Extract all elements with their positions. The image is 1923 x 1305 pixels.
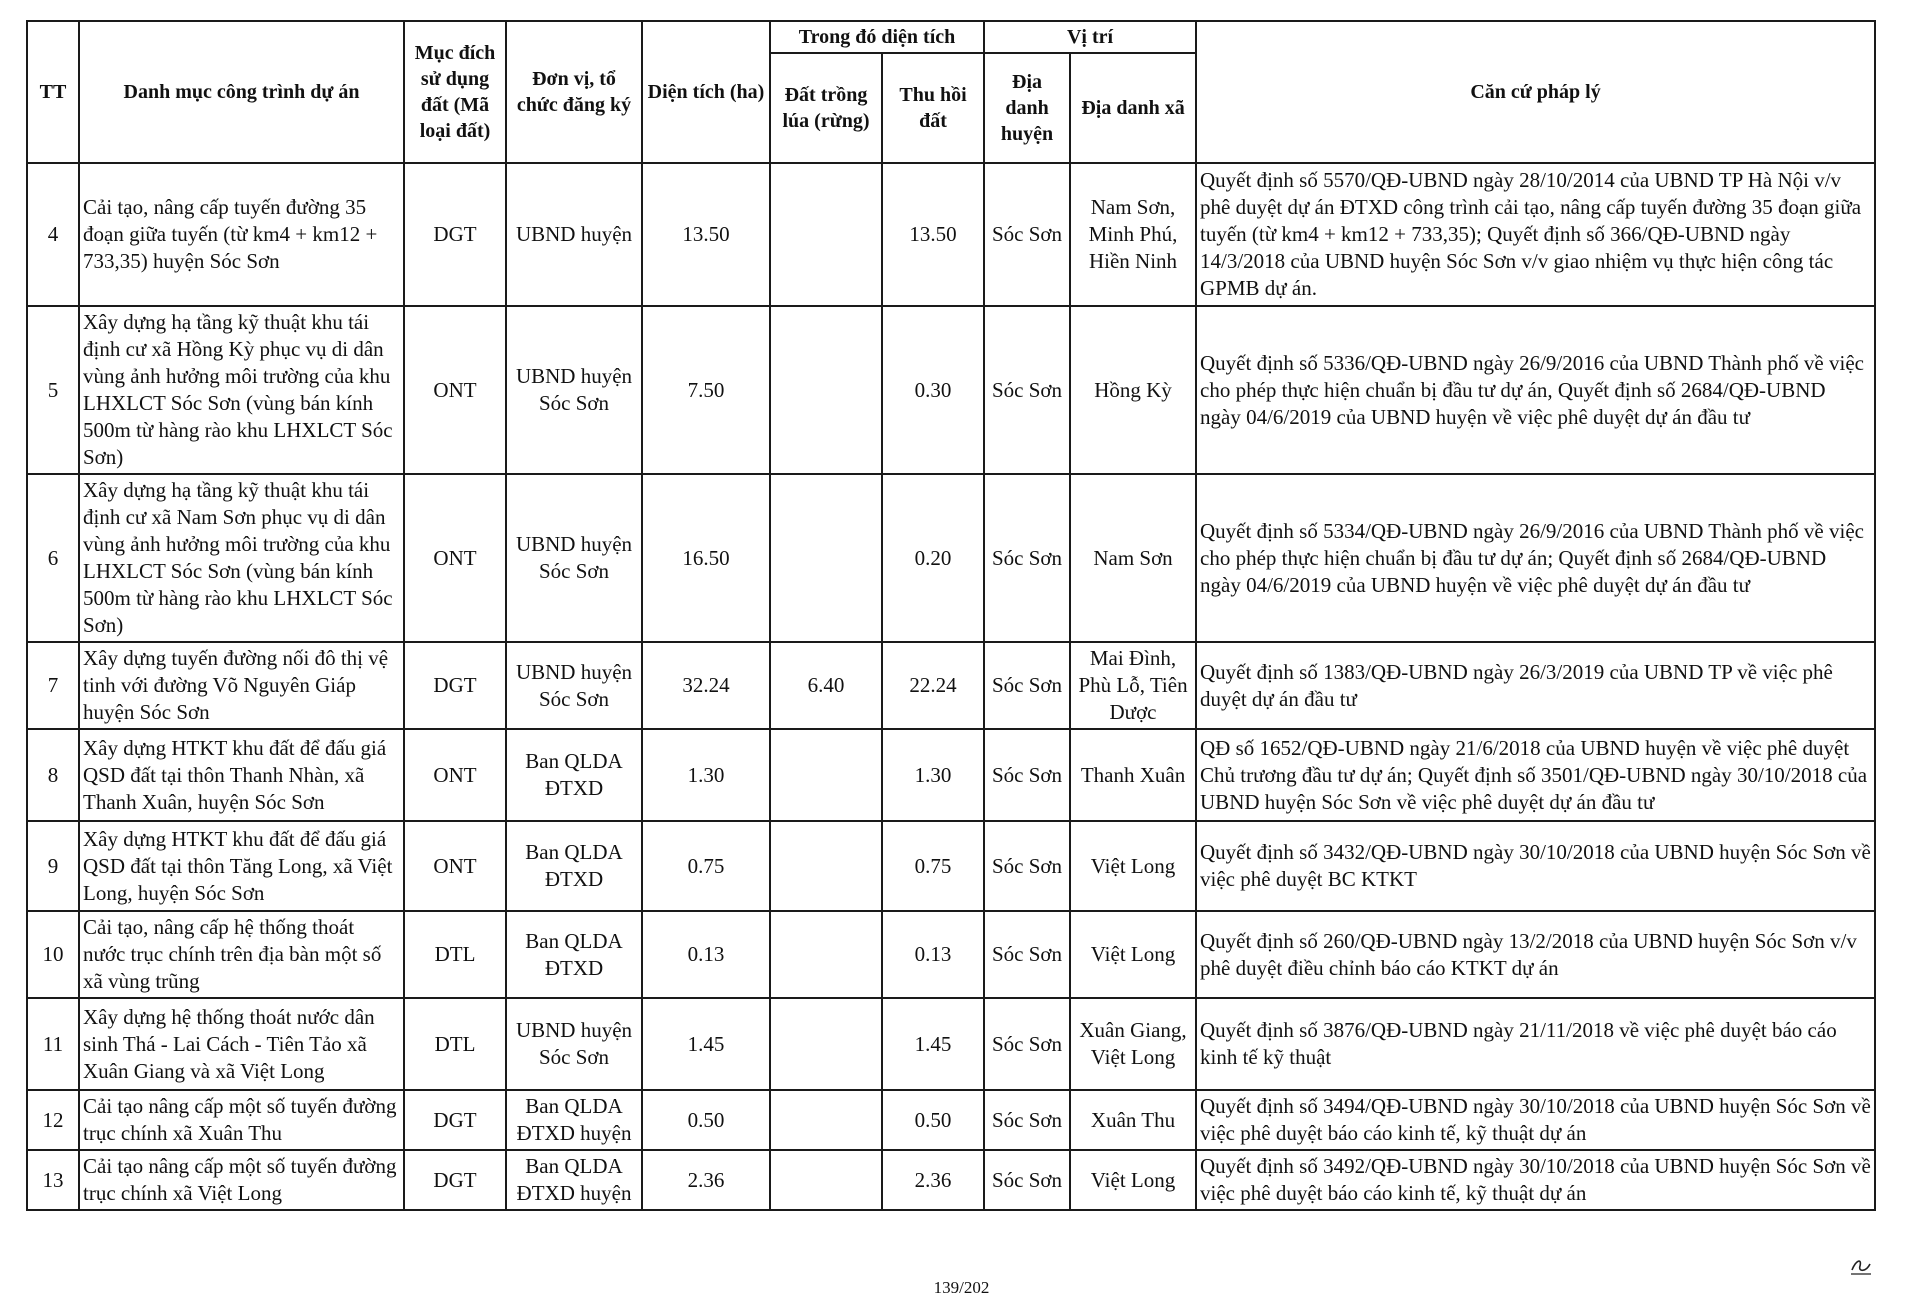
- cell-land-code: DGT: [404, 163, 506, 306]
- cell-commune: Việt Long: [1070, 1150, 1196, 1210]
- cell-commune: Xuân Giang, Việt Long: [1070, 998, 1196, 1090]
- table-row: [27, 306, 1875, 474]
- cell-project-name: Cải tạo, nâng cấp hệ thống thoát nước trục chính trên địa bàn một số xã vùng trũng: [79, 911, 404, 998]
- cell-tt: 5: [27, 306, 79, 474]
- page-number: 139/202: [933, 1278, 990, 1297]
- table-row: [27, 911, 1875, 998]
- cell-organization: Ban QLDA ĐTXD huyện: [506, 1150, 642, 1210]
- cell-district: Sóc Sơn: [984, 1090, 1070, 1150]
- table-row: [27, 474, 1875, 642]
- cell-area: 1.45: [642, 998, 770, 1090]
- cell-district: Sóc Sơn: [984, 474, 1070, 642]
- header-tt: TT: [27, 21, 79, 163]
- cell-land-code: DGT: [404, 642, 506, 729]
- cell-project-name: Xây dựng hạ tầng kỹ thuật khu tái định cư xã Nam Sơn phục vụ di dân vùng ảnh hưởng môi trường của khu LHXLCT Sóc Sơn (vùng bán kính 500m từ hàng rào khu LHXLCT Sóc Sơn): [79, 474, 404, 642]
- header-dia-danh-huyen: Địa danh huyện: [984, 53, 1070, 163]
- cell-tt: 7: [27, 642, 79, 729]
- cell-land-code: ONT: [404, 306, 506, 474]
- header-dien-tich: Diện tích (ha): [642, 21, 770, 163]
- cell-recovered-land: 0.50: [882, 1090, 984, 1150]
- cell-recovered-land: 0.20: [882, 474, 984, 642]
- cell-rice-land: [770, 911, 882, 998]
- cell-legal-basis: QĐ số 1652/QĐ-UBND ngày 21/6/2018 của UBND huyện về việc phê duyệt Chủ trương đầu tư dự án; Quyết định số 3501/QĐ-UBND ngày 30/10/2018 của UBND huyện Sóc Sơn về việc phê duyệt dự án đầu tư: [1196, 729, 1875, 821]
- cell-project-name: Xây dựng tuyến đường nối đô thị vệ tinh với đường Võ Nguyên Giáp huyện Sóc Sơn: [79, 642, 404, 729]
- table-row: [27, 1150, 1875, 1210]
- cell-district: Sóc Sơn: [984, 306, 1070, 474]
- cell-commune: Hồng Kỳ: [1070, 306, 1196, 474]
- cell-legal-basis: Quyết định số 260/QĐ-UBND ngày 13/2/2018 của UBND huyện Sóc Sơn v/v phê duyệt điều chỉnh báo cáo KTKT dự án: [1196, 911, 1875, 998]
- cell-land-code: DGT: [404, 1150, 506, 1210]
- cell-land-code: DTL: [404, 911, 506, 998]
- table-row: [27, 821, 1875, 911]
- cell-area: 13.50: [642, 163, 770, 306]
- cell-recovered-land: 13.50: [882, 163, 984, 306]
- cell-commune: Việt Long: [1070, 911, 1196, 998]
- cell-organization: UBND huyện Sóc Sơn: [506, 306, 642, 474]
- cell-area: 32.24: [642, 642, 770, 729]
- cell-land-code: DTL: [404, 998, 506, 1090]
- cell-legal-basis: Quyết định số 5570/QĐ-UBND ngày 28/10/2014 của UBND TP Hà Nội v/v phê duyệt dự án ĐTXD công trình cải tạo, nâng cấp tuyến đường 35 đoạn giữa tuyến (từ km4 + km12 + 733,35); Quyết định số 366/QĐ-UBND ngày 14/3/2018 của UBND huyện Sóc Sơn v/v giao nhiệm vụ thực hiện công tác GPMB dự án.: [1196, 163, 1875, 306]
- table-body: [27, 163, 1875, 1210]
- cell-organization: UBND huyện Sóc Sơn: [506, 998, 642, 1090]
- cell-legal-basis: Quyết định số 3492/QĐ-UBND ngày 30/10/2018 của UBND huyện Sóc Sơn về việc phê duyệt báo cáo kinh tế, kỹ thuật dự án: [1196, 1150, 1875, 1210]
- cell-tt: 13: [27, 1150, 79, 1210]
- cell-tt: 6: [27, 474, 79, 642]
- cell-area: 0.50: [642, 1090, 770, 1150]
- cell-district: Sóc Sơn: [984, 821, 1070, 911]
- cell-district: Sóc Sơn: [984, 163, 1070, 306]
- cell-district: Sóc Sơn: [984, 998, 1070, 1090]
- cell-project-name: Cải tạo nâng cấp một số tuyến đường trục chính xã Việt Long: [79, 1150, 404, 1210]
- cell-legal-basis: Quyết định số 3494/QĐ-UBND ngày 30/10/2018 của UBND huyện Sóc Sơn về việc phê duyệt báo cáo kinh tế, kỹ thuật dự án: [1196, 1090, 1875, 1150]
- cell-project-name: Xây dựng hệ thống thoát nước dân sinh Thá - Lai Cách - Tiên Tảo xã Xuân Giang và xã Việt Long: [79, 998, 404, 1090]
- cell-area: 1.30: [642, 729, 770, 821]
- cell-legal-basis: Quyết định số 5336/QĐ-UBND ngày 26/9/2016 của UBND Thành phố về việc cho phép thực hiện chuẩn bị đầu tư dự án, Quyết định số 2684/QĐ-UBND ngày 04/6/2019 của UBND huyện về việc phê duyệt dự án đầu tư: [1196, 306, 1875, 474]
- cell-land-code: ONT: [404, 729, 506, 821]
- cell-organization: Ban QLDA ĐTXD: [506, 911, 642, 998]
- cell-tt: 10: [27, 911, 79, 998]
- cell-project-name: Xây dựng HTKT khu đất để đấu giá QSD đất tại thôn Thanh Nhàn, xã Thanh Xuân, huyện Sóc Sơn: [79, 729, 404, 821]
- cell-organization: UBND huyện Sóc Sơn: [506, 474, 642, 642]
- cell-rice-land: 6.40: [770, 642, 882, 729]
- cell-rice-land: [770, 729, 882, 821]
- cell-area: 16.50: [642, 474, 770, 642]
- cell-district: Sóc Sơn: [984, 1150, 1070, 1210]
- cell-organization: Ban QLDA ĐTXD: [506, 729, 642, 821]
- cell-legal-basis: Quyết định số 3432/QĐ-UBND ngày 30/10/2018 của UBND huyện Sóc Sơn về việc phê duyệt BC KTKT: [1196, 821, 1875, 911]
- cell-organization: Ban QLDA ĐTXD huyện: [506, 1090, 642, 1150]
- header-trong-do: Trong đó diện tích: [770, 21, 984, 53]
- cell-recovered-land: 0.75: [882, 821, 984, 911]
- cell-land-code: ONT: [404, 474, 506, 642]
- header-danh-muc: Danh mục công trình dự án: [79, 21, 404, 163]
- header-vi-tri: Vị trí: [984, 21, 1196, 53]
- cell-tt: 4: [27, 163, 79, 306]
- cell-commune: Xuân Thu: [1070, 1090, 1196, 1150]
- cell-area: 0.13: [642, 911, 770, 998]
- cell-tt: 12: [27, 1090, 79, 1150]
- cell-legal-basis: Quyết định số 1383/QĐ-UBND ngày 26/3/2019 của UBND TP về việc phê duyệt dự án đầu tư: [1196, 642, 1875, 729]
- cell-recovered-land: 2.36: [882, 1150, 984, 1210]
- cell-rice-land: [770, 474, 882, 642]
- cell-rice-land: [770, 306, 882, 474]
- cell-area: 0.75: [642, 821, 770, 911]
- cell-rice-land: [770, 998, 882, 1090]
- cell-commune: Thanh Xuân: [1070, 729, 1196, 821]
- cell-organization: UBND huyện: [506, 163, 642, 306]
- cell-organization: UBND huyện Sóc Sơn: [506, 642, 642, 729]
- header-muc-dich: Mục đích sử dụng đất (Mã loại đất): [404, 21, 506, 163]
- cell-project-name: Xây dựng hạ tầng kỹ thuật khu tái định cư xã Hồng Kỳ phục vụ di dân vùng ảnh hưởng môi trường của khu LHXLCT Sóc Sơn (vùng bán kính 500m từ hàng rào khu LHXLCT Sóc Sơn): [79, 306, 404, 474]
- header-thu-hoi: Thu hồi đất: [882, 53, 984, 163]
- cell-district: Sóc Sơn: [984, 729, 1070, 821]
- cell-recovered-land: 1.30: [882, 729, 984, 821]
- cell-rice-land: [770, 163, 882, 306]
- header-dia-danh-xa: Địa danh xã: [1070, 53, 1196, 163]
- cell-recovered-land: 1.45: [882, 998, 984, 1090]
- cell-recovered-land: 0.13: [882, 911, 984, 998]
- cell-commune: Nam Sơn: [1070, 474, 1196, 642]
- cell-tt: 9: [27, 821, 79, 911]
- cell-rice-land: [770, 821, 882, 911]
- header-don-vi: Đơn vị, tổ chức đăng ký: [506, 21, 642, 163]
- cell-district: Sóc Sơn: [984, 642, 1070, 729]
- cell-commune: Nam Sơn, Minh Phú, Hiền Ninh: [1070, 163, 1196, 306]
- cell-land-code: DGT: [404, 1090, 506, 1150]
- table-row: [27, 998, 1875, 1090]
- header-dat-trong-lua: Đất trồng lúa (rừng): [770, 53, 882, 163]
- cell-commune: Việt Long: [1070, 821, 1196, 911]
- cell-legal-basis: Quyết định số 3876/QĐ-UBND ngày 21/11/2018 về việc phê duyệt báo cáo kinh tế kỹ thuật: [1196, 998, 1875, 1090]
- cell-area: 7.50: [642, 306, 770, 474]
- handwritten-mark: [1848, 1252, 1874, 1278]
- cell-rice-land: [770, 1150, 882, 1210]
- cell-legal-basis: Quyết định số 5334/QĐ-UBND ngày 26/9/2016 của UBND Thành phố về việc cho phép thực hiện chuẩn bị đầu tư dự án; Quyết định số 2684/QĐ-UBND ngày 04/6/2019 của UBND huyện về việc phê duyệt dự án đầu tư: [1196, 474, 1875, 642]
- table-row: [27, 729, 1875, 821]
- cell-recovered-land: 0.30: [882, 306, 984, 474]
- cell-organization: Ban QLDA ĐTXD: [506, 821, 642, 911]
- cell-commune: Mai Đình, Phù Lỗ, Tiên Dược: [1070, 642, 1196, 729]
- cell-project-name: Xây dựng HTKT khu đất để đấu giá QSD đất tại thôn Tăng Long, xã Việt Long, huyện Sóc Sơn: [79, 821, 404, 911]
- cell-rice-land: [770, 1090, 882, 1150]
- cell-tt: 11: [27, 998, 79, 1090]
- cell-land-code: ONT: [404, 821, 506, 911]
- cell-tt: 8: [27, 729, 79, 821]
- table-row: [27, 1090, 1875, 1150]
- header-can-cu: Căn cứ pháp lý: [1196, 21, 1875, 163]
- cell-project-name: Cải tạo nâng cấp một số tuyến đường trục chính xã Xuân Thu: [79, 1090, 404, 1150]
- table-row: [27, 163, 1875, 306]
- project-table: [26, 20, 1876, 1211]
- cell-project-name: Cải tạo, nâng cấp tuyến đường 35 đoạn giữa tuyến (từ km4 + km12 + 733,35) huyện Sóc Sơn: [79, 163, 404, 306]
- table-row: [27, 642, 1875, 729]
- cell-area: 2.36: [642, 1150, 770, 1210]
- cell-district: Sóc Sơn: [984, 911, 1070, 998]
- cell-recovered-land: 22.24: [882, 642, 984, 729]
